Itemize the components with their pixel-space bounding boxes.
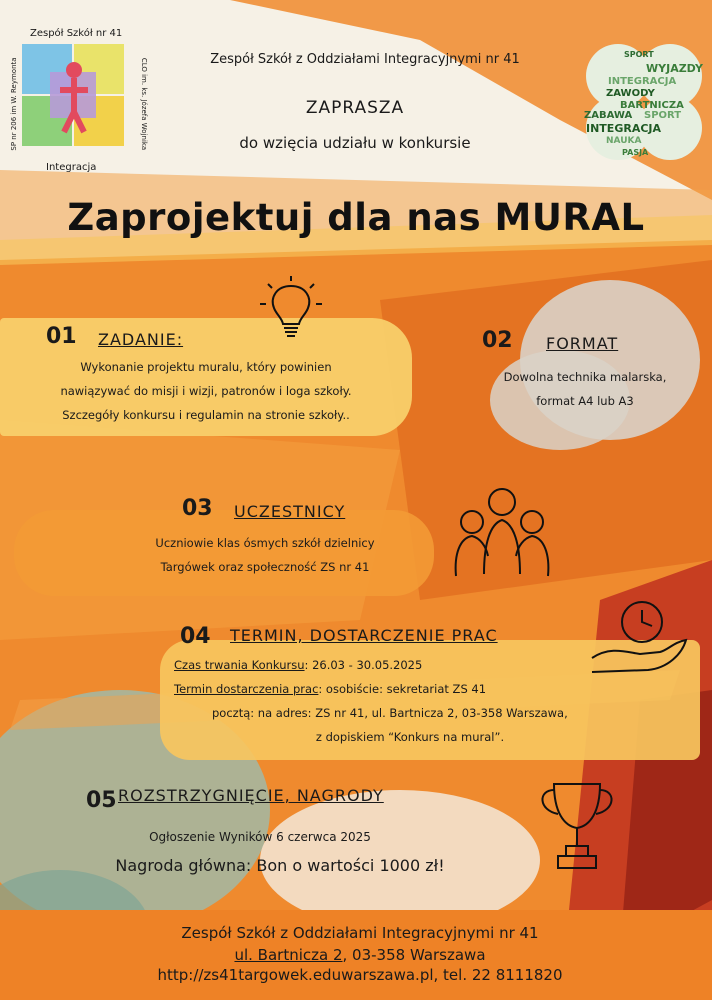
word-cloud-clover [580,36,708,166]
section2-number: 02 [482,328,513,353]
cloud-word-8: INTEGRACJA [586,122,662,135]
cloud-word-1: SPORT [624,50,654,59]
invite-subheading: do wzięcia udziału w konkursie [239,134,471,152]
section4-line2 [174,682,486,696]
section4-line2-label: Termin dostarczenia prac [174,682,319,696]
section1-number: 01 [46,324,77,349]
section2-heading: FORMAT [546,334,619,353]
footer-city: , 03-358 Warszawa [342,946,486,964]
section2-line1: Dowolna technika malarska, [503,370,667,384]
clock-hand-icon [590,596,690,676]
section3-brush [14,510,434,596]
section1-line2: nawiązywać do misji i wizji, patronów i loga szkoły. [60,384,352,398]
section5-line2: Nagroda główna: Bon o wartości 1000 zł! [115,856,445,875]
section4-line1-label: Czas trwania Konkursu [174,658,305,672]
cloud-word-5: BARTNICZA [620,100,684,111]
footer-contact-link[interactable]: http://zs41targowek.eduwarszawa.pl, tel. 22 8111820 [157,966,563,984]
section3-heading: UCZESTNICY [234,502,346,521]
section4-line1-value: : 26.03 - 30.05.2025 [304,658,423,672]
section1-heading: ZADANIE: [98,330,184,349]
footer-school-name: Zespół Szkół z Oddziałami Integracyjnymi nr 41 [181,924,539,942]
cloud-word-9: NAUKA [606,136,642,146]
section5-number: 05 [86,788,117,813]
logo-left-vertical: SP nr 206 im W. Reymonta [10,57,18,151]
section3-number: 03 [182,496,213,521]
footer-street: ul. Bartnicza 2 [234,946,343,964]
section3-line1: Uczniowie klas ósmych szkół dzielnicy [155,536,375,550]
section3-line2: Targówek oraz społeczność ZS nr 41 [160,560,370,574]
school-logo [6,28,146,178]
cloud-word-4: ZAWODY [606,88,655,99]
invite-heading: ZAPRASZA [305,98,405,118]
cloud-word-6: ZABAWA [584,110,633,121]
school-full-name: Zespół Szkół z Oddziałami Integracyjnymi nr 41 [210,52,520,67]
puzzle-icon [20,42,128,150]
people-group-icon [442,484,562,584]
logo-right-vertical: CLO im. ks. Józefa Wojnika [140,57,148,151]
logo-school-name: Zespół Szkół nr 41 [30,28,123,39]
lightbulb-icon [256,276,326,340]
section4-line2-value: : osobiście: sekretariat ZS 41 [318,682,487,696]
section1-line1: Wykonanie projektu muralu, który powinien [80,360,332,374]
cloud-word-2: WYJAZDY [646,62,703,75]
section1-line3: Szczegóły konkursu i regulamin na stronie szkoły.. [62,408,350,422]
poster-title: Zaprojektuj dla nas MURAL [67,196,645,239]
cloud-word-10: PASJA [622,148,649,157]
section5-line1: Ogłoszenie Wyników 6 czerwca 2025 [149,830,371,844]
section4-line1 [174,658,422,672]
footer-address [60,946,660,964]
section5-heading: ROZSTRZYGNIĘCIE, NAGRODY [118,786,384,805]
section4-number: 04 [180,624,211,649]
cloud-word-7: SPORT [644,110,682,121]
cloud-word-3: INTEGRACJA [608,76,677,87]
logo-caption: Integracja [46,162,97,173]
section4-line3: pocztą: na adres: ZS nr 41, ul. Bartnicza 2, 03-358 Warszawa, [212,706,568,720]
section4-heading: TERMIN, DOSTARCZENIE PRAC [230,626,498,645]
section4-line4: z dopiskiem “Konkurs na mural”. [315,730,505,744]
trophy-icon [532,776,622,876]
section2-line2: format A4 lub A3 [536,394,634,408]
